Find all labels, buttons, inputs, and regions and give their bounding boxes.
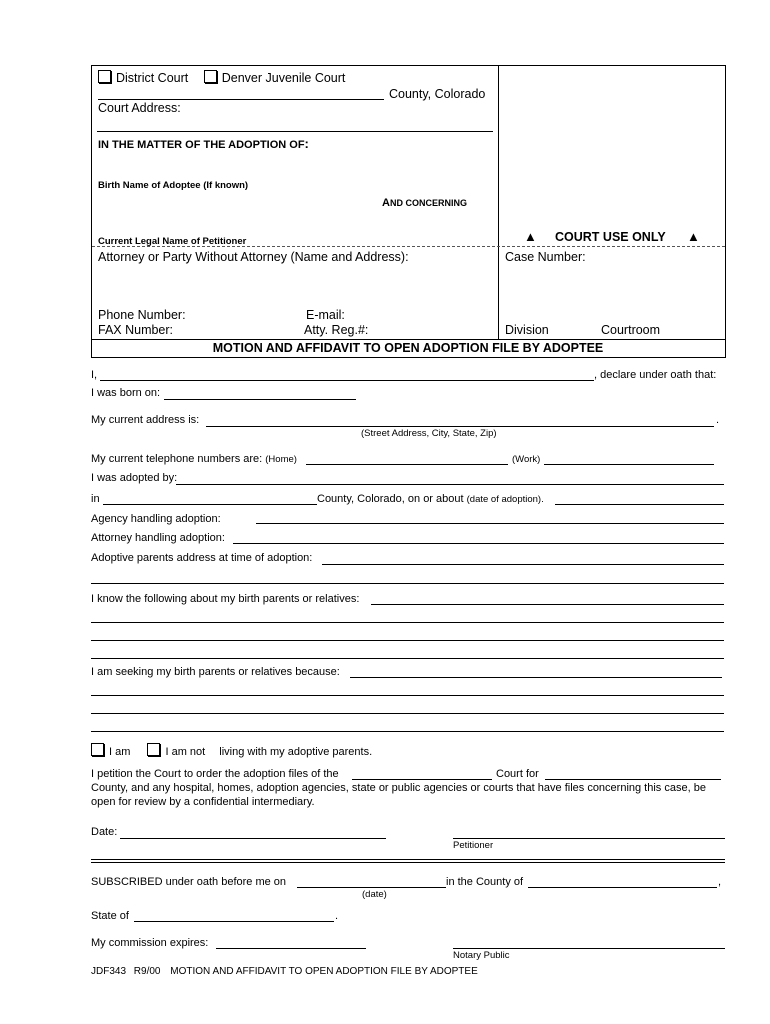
fax-label: FAX Number: (98, 323, 174, 337)
in-county-label: in the County of (446, 876, 524, 888)
i-am-not-checkbox[interactable] (147, 743, 160, 756)
caption-lower-border (91, 339, 725, 340)
state-of-label: State of (91, 910, 129, 922)
date-label: Date: (91, 826, 118, 838)
know-following-field-4[interactable] (91, 658, 724, 659)
know-following-field-2[interactable] (91, 622, 724, 623)
commission-field[interactable] (216, 948, 366, 949)
attorney-handling-label: Attorney handling adoption: (91, 532, 225, 544)
phones-label (91, 453, 297, 465)
up-arrow-icon-right: ▲ (687, 229, 700, 244)
petition-county-field[interactable] (545, 779, 721, 780)
know-following-label: I know the following about my birth parents or relatives: (91, 593, 360, 605)
birth-name-label: Birth Name of Adoptee (If known) (98, 180, 249, 191)
work-label: (Work) (512, 454, 541, 465)
county-field[interactable] (98, 99, 384, 100)
in-the-matter-text: IN THE MATTER OF THE ADOPTION OF (98, 139, 305, 151)
county-of-adoption-field[interactable] (103, 504, 317, 505)
phones-text: My current telephone numbers are: (91, 453, 263, 465)
district-court-label: District Court (116, 71, 189, 85)
court-address-underline (97, 131, 493, 132)
atty-reg-label: Atty. Reg.#: (304, 323, 369, 337)
attorney-handling-field[interactable] (233, 543, 724, 544)
date-of-adoption-field[interactable] (555, 504, 724, 505)
adopted-by-label: I was adopted by: (91, 472, 178, 484)
date-of-adoption-hint: (date of adoption). (466, 494, 544, 505)
i-am-not-label: I am not (165, 746, 206, 758)
form-revision: R9/00 (133, 966, 161, 977)
petitioner-label: Petitioner (453, 840, 494, 851)
in-label: in (91, 493, 100, 505)
notary-county-field[interactable] (528, 887, 717, 888)
in-the-matter-heading (98, 136, 309, 151)
living-with-row (91, 743, 372, 758)
address-hint: (Street Address, City, State, Zip) (361, 428, 497, 439)
know-following-field-3[interactable] (91, 640, 724, 641)
date-field[interactable] (120, 838, 386, 839)
footer-title: MOTION AND AFFIDAVIT TO OPEN ADOPTION FILE BY ADOPTEE (170, 966, 478, 977)
notary-comma: , (718, 876, 722, 888)
form-title: MOTION AND AFFIDAVIT TO OPEN ADOPTION FILE BY ADOPTEE (212, 341, 604, 355)
i-am-checkbox[interactable] (91, 743, 104, 756)
born-on-field[interactable] (164, 399, 356, 400)
seeking-field-4[interactable] (91, 731, 724, 732)
form-id: JDF343 (91, 966, 127, 977)
adopted-by-field[interactable] (176, 484, 724, 485)
court-for-label: Court for (496, 768, 539, 780)
email-label: E-mail: (306, 308, 345, 322)
petition-court-field[interactable] (352, 779, 492, 780)
name-field[interactable] (100, 380, 594, 381)
address-label: My current address is: (91, 414, 200, 426)
adoptive-address-field[interactable] (322, 564, 724, 565)
footer (91, 966, 478, 977)
state-field[interactable] (134, 921, 334, 922)
current-legal-name-label: Current Legal Name of Petitioner (98, 236, 247, 247)
subscribed-label: SUBSCRIBED under oath before me on (91, 876, 287, 888)
seeking-field[interactable] (350, 677, 722, 678)
section-divider-top (91, 859, 725, 860)
petition-line-b: County, and any hospital, homes, adoption agencies, state or public agencies or courts that have files concerning this case, be (91, 782, 706, 794)
notary-signature-field[interactable] (453, 948, 725, 949)
county-colorado-label: County, Colorado (389, 87, 486, 101)
district-court-checkbox[interactable] (98, 70, 111, 83)
attorney-label: Attorney or Party Without Attorney (Name and Address): (98, 250, 409, 264)
i-label: I, (91, 369, 98, 381)
adoptive-address-field-2[interactable] (91, 583, 724, 584)
living-with-label: living with my adoptive parents. (219, 746, 373, 758)
declare-label: , declare under oath that: (594, 369, 717, 381)
subscribed-date-field[interactable] (297, 887, 446, 888)
adoptive-address-label: Adoptive parents address at time of adoption: (91, 552, 313, 564)
seeking-label: I am seeking my birth parents or relatives because: (91, 666, 340, 678)
home-phone-field[interactable] (306, 464, 508, 465)
and-concerning (382, 193, 467, 211)
and-concerning-initial: A (382, 197, 390, 209)
know-following-field[interactable] (371, 604, 724, 605)
division-label: Division (505, 323, 549, 337)
caption-divider (498, 65, 499, 339)
state-period: . (335, 910, 339, 922)
date-hint: (date) (362, 889, 387, 900)
home-label: (Home) (265, 454, 297, 465)
courtroom-label: Courtroom (601, 323, 661, 337)
case-number-label: Case Number: (505, 250, 586, 264)
court-use-only-label: COURT USE ONLY (555, 230, 666, 244)
court-address-label: Court Address: (98, 101, 181, 115)
petitioner-signature-field[interactable] (453, 838, 725, 839)
county-on-text: County, Colorado, on or about (317, 493, 464, 505)
notary-public-label: Notary Public (453, 950, 510, 961)
seeking-field-2[interactable] (91, 695, 724, 696)
petition-line-a: I petition the Court to order the adoption files of the (91, 768, 339, 780)
section-divider-bottom (91, 862, 725, 863)
denver-juvenile-label: Denver Juvenile Court (221, 71, 346, 85)
work-phone-field[interactable] (544, 464, 714, 465)
agency-label: Agency handling adoption: (91, 513, 221, 525)
phone-label: Phone Number: (98, 308, 186, 322)
address-field[interactable] (206, 426, 714, 427)
i-am-label: I am (109, 746, 131, 758)
caption-right-border (725, 65, 726, 358)
county-on-about (317, 493, 544, 505)
agency-field[interactable] (256, 523, 724, 524)
caption-top-border (91, 65, 725, 66)
born-on-label: I was born on: (91, 387, 161, 399)
seeking-field-3[interactable] (91, 713, 724, 714)
address-period: . (716, 414, 720, 426)
petition-line-c: open for review by a confidential intermediary. (91, 796, 315, 808)
in-the-matter-colon: : (304, 136, 309, 151)
caption-left-border (91, 65, 92, 358)
up-arrow-icon: ▲ (524, 229, 537, 244)
court-type-row (98, 70, 345, 85)
denver-juvenile-checkbox[interactable] (204, 70, 217, 83)
commission-label: My commission expires: (91, 937, 209, 949)
and-concerning-rest: ND CONCERNING (389, 198, 467, 208)
title-bottom-border (91, 357, 725, 358)
